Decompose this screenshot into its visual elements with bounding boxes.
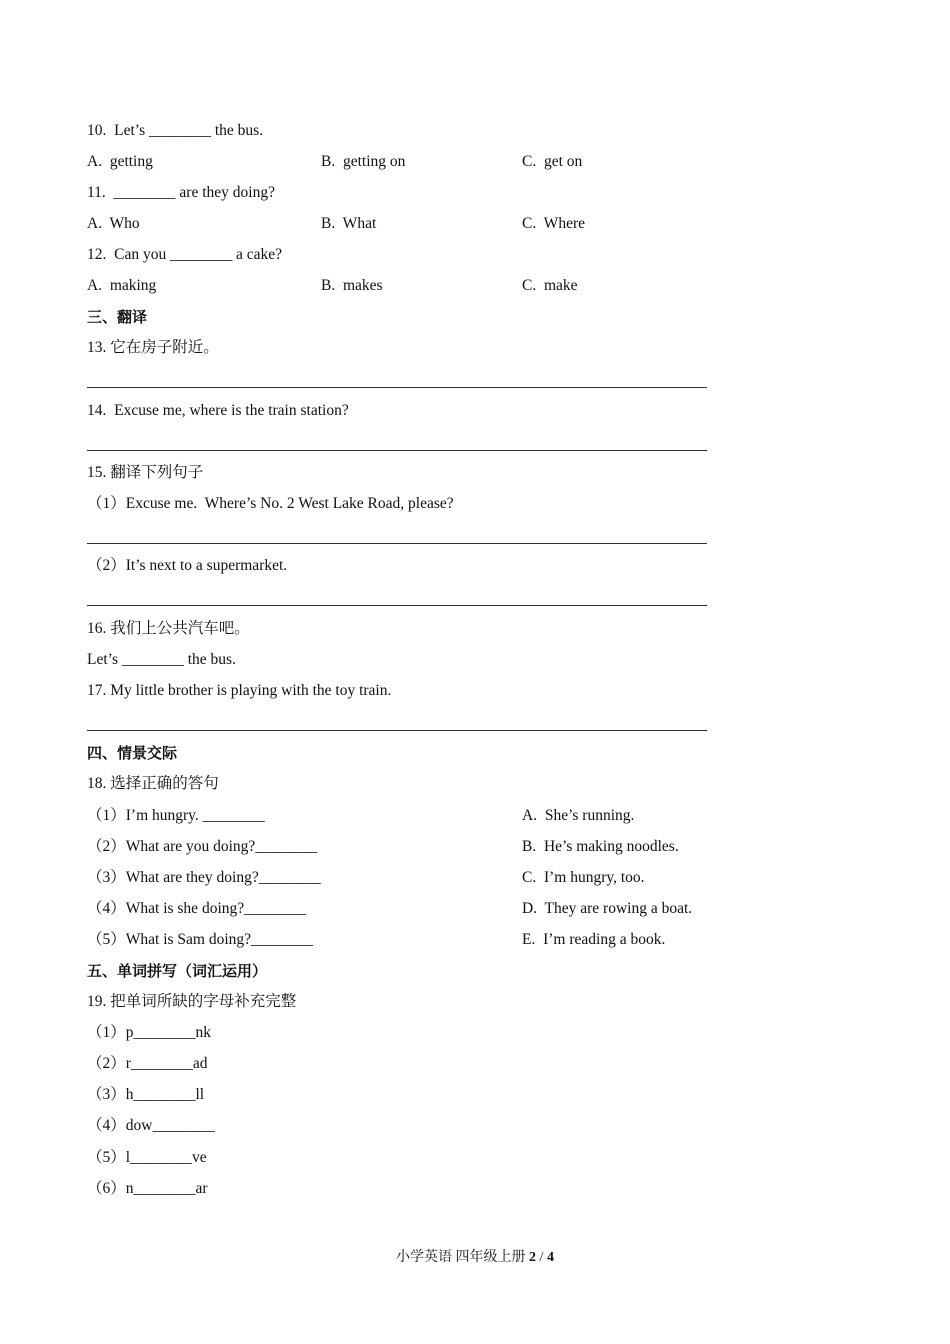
q18-answer: E. I’m reading a book. xyxy=(522,931,666,948)
page-number: 2 xyxy=(529,1250,537,1265)
q11-option-c[interactable]: C. Where xyxy=(522,215,585,232)
q10-option-b[interactable]: B. getting on xyxy=(321,153,406,170)
q19-item[interactable]: （6）n________ar xyxy=(87,1180,208,1197)
q18-answer: D. They are rowing a boat. xyxy=(522,900,693,917)
question-15-sub-1: （1）Excuse me. Where’s No. 2 West Lake Road, please? xyxy=(87,495,454,512)
q10-option-a[interactable]: A. getting xyxy=(87,153,153,170)
question-11-stem: 11. ________ are they doing? xyxy=(87,184,275,201)
section-4-heading: 四、情景交际 xyxy=(87,744,178,762)
answer-line-17[interactable] xyxy=(87,730,707,731)
q19-item[interactable]: （2）r________ad xyxy=(87,1055,208,1072)
question-15-sub-2: （2）It’s next to a supermarket. xyxy=(87,557,288,574)
section-3-heading: 三、翻译 xyxy=(87,308,148,326)
answer-line-15-2[interactable] xyxy=(87,605,707,606)
q12-option-b[interactable]: B. makes xyxy=(321,277,383,294)
question-10-stem: 10. Let’s ________ the bus. xyxy=(87,122,264,139)
q18-item[interactable]: （3）What are they doing?________ xyxy=(87,869,321,886)
answer-line-15-1[interactable] xyxy=(87,543,707,544)
footer-subject: 小学英语 四年级上册 xyxy=(396,1250,530,1265)
question-19-stem: 19. 把单词所缺的字母补充完整 xyxy=(87,993,297,1010)
q19-item[interactable]: （5）l________ve xyxy=(87,1149,207,1166)
question-18-stem: 18. 选择正确的答句 xyxy=(87,775,219,792)
answer-line-14[interactable] xyxy=(87,450,707,451)
q18-answer: C. I’m hungry, too. xyxy=(522,869,645,886)
q18-item[interactable]: （2）What are you doing?________ xyxy=(87,838,318,855)
q19-item[interactable]: （3）h________ll xyxy=(87,1086,205,1103)
q19-item[interactable]: （1）p________nk xyxy=(87,1024,212,1041)
q11-option-b[interactable]: B. What xyxy=(321,215,377,232)
q12-option-c[interactable]: C. make xyxy=(522,277,578,294)
question-16-stem: 16. 我们上公共汽车吧。 xyxy=(87,620,250,637)
q18-answer: B. He’s making noodles. xyxy=(522,838,679,855)
q18-item[interactable]: （1）I’m hungry. ________ xyxy=(87,807,265,824)
page-total: 4 xyxy=(546,1250,554,1265)
question-12-stem: 12. Can you ________ a cake? xyxy=(87,246,282,263)
section-5-heading: 五、单词拼写（词汇运用） xyxy=(87,962,268,980)
question-14-stem: 14. Excuse me, where is the train station? xyxy=(87,402,349,419)
question-16-blank-line: Let’s ________ the bus. xyxy=(87,651,236,668)
page-separator: / xyxy=(536,1250,547,1265)
page-footer xyxy=(0,1246,950,1266)
q11-option-a[interactable]: A. Who xyxy=(87,215,140,232)
q18-item[interactable]: （4）What is she doing?________ xyxy=(87,900,307,917)
q12-option-a[interactable]: A. making xyxy=(87,277,157,294)
question-17-stem: 17. My little brother is playing with the toy train. xyxy=(87,682,392,699)
q19-item[interactable]: （4）dow________ xyxy=(87,1117,215,1134)
question-13-stem: 13. 它在房子附近。 xyxy=(87,339,219,356)
q18-answer: A. She’s running. xyxy=(522,807,635,824)
q10-option-c[interactable]: C. get on xyxy=(522,153,583,170)
answer-line-13[interactable] xyxy=(87,387,707,388)
question-15-stem: 15. 翻译下列句子 xyxy=(87,464,204,481)
q18-item[interactable]: （5）What is Sam doing?________ xyxy=(87,931,314,948)
